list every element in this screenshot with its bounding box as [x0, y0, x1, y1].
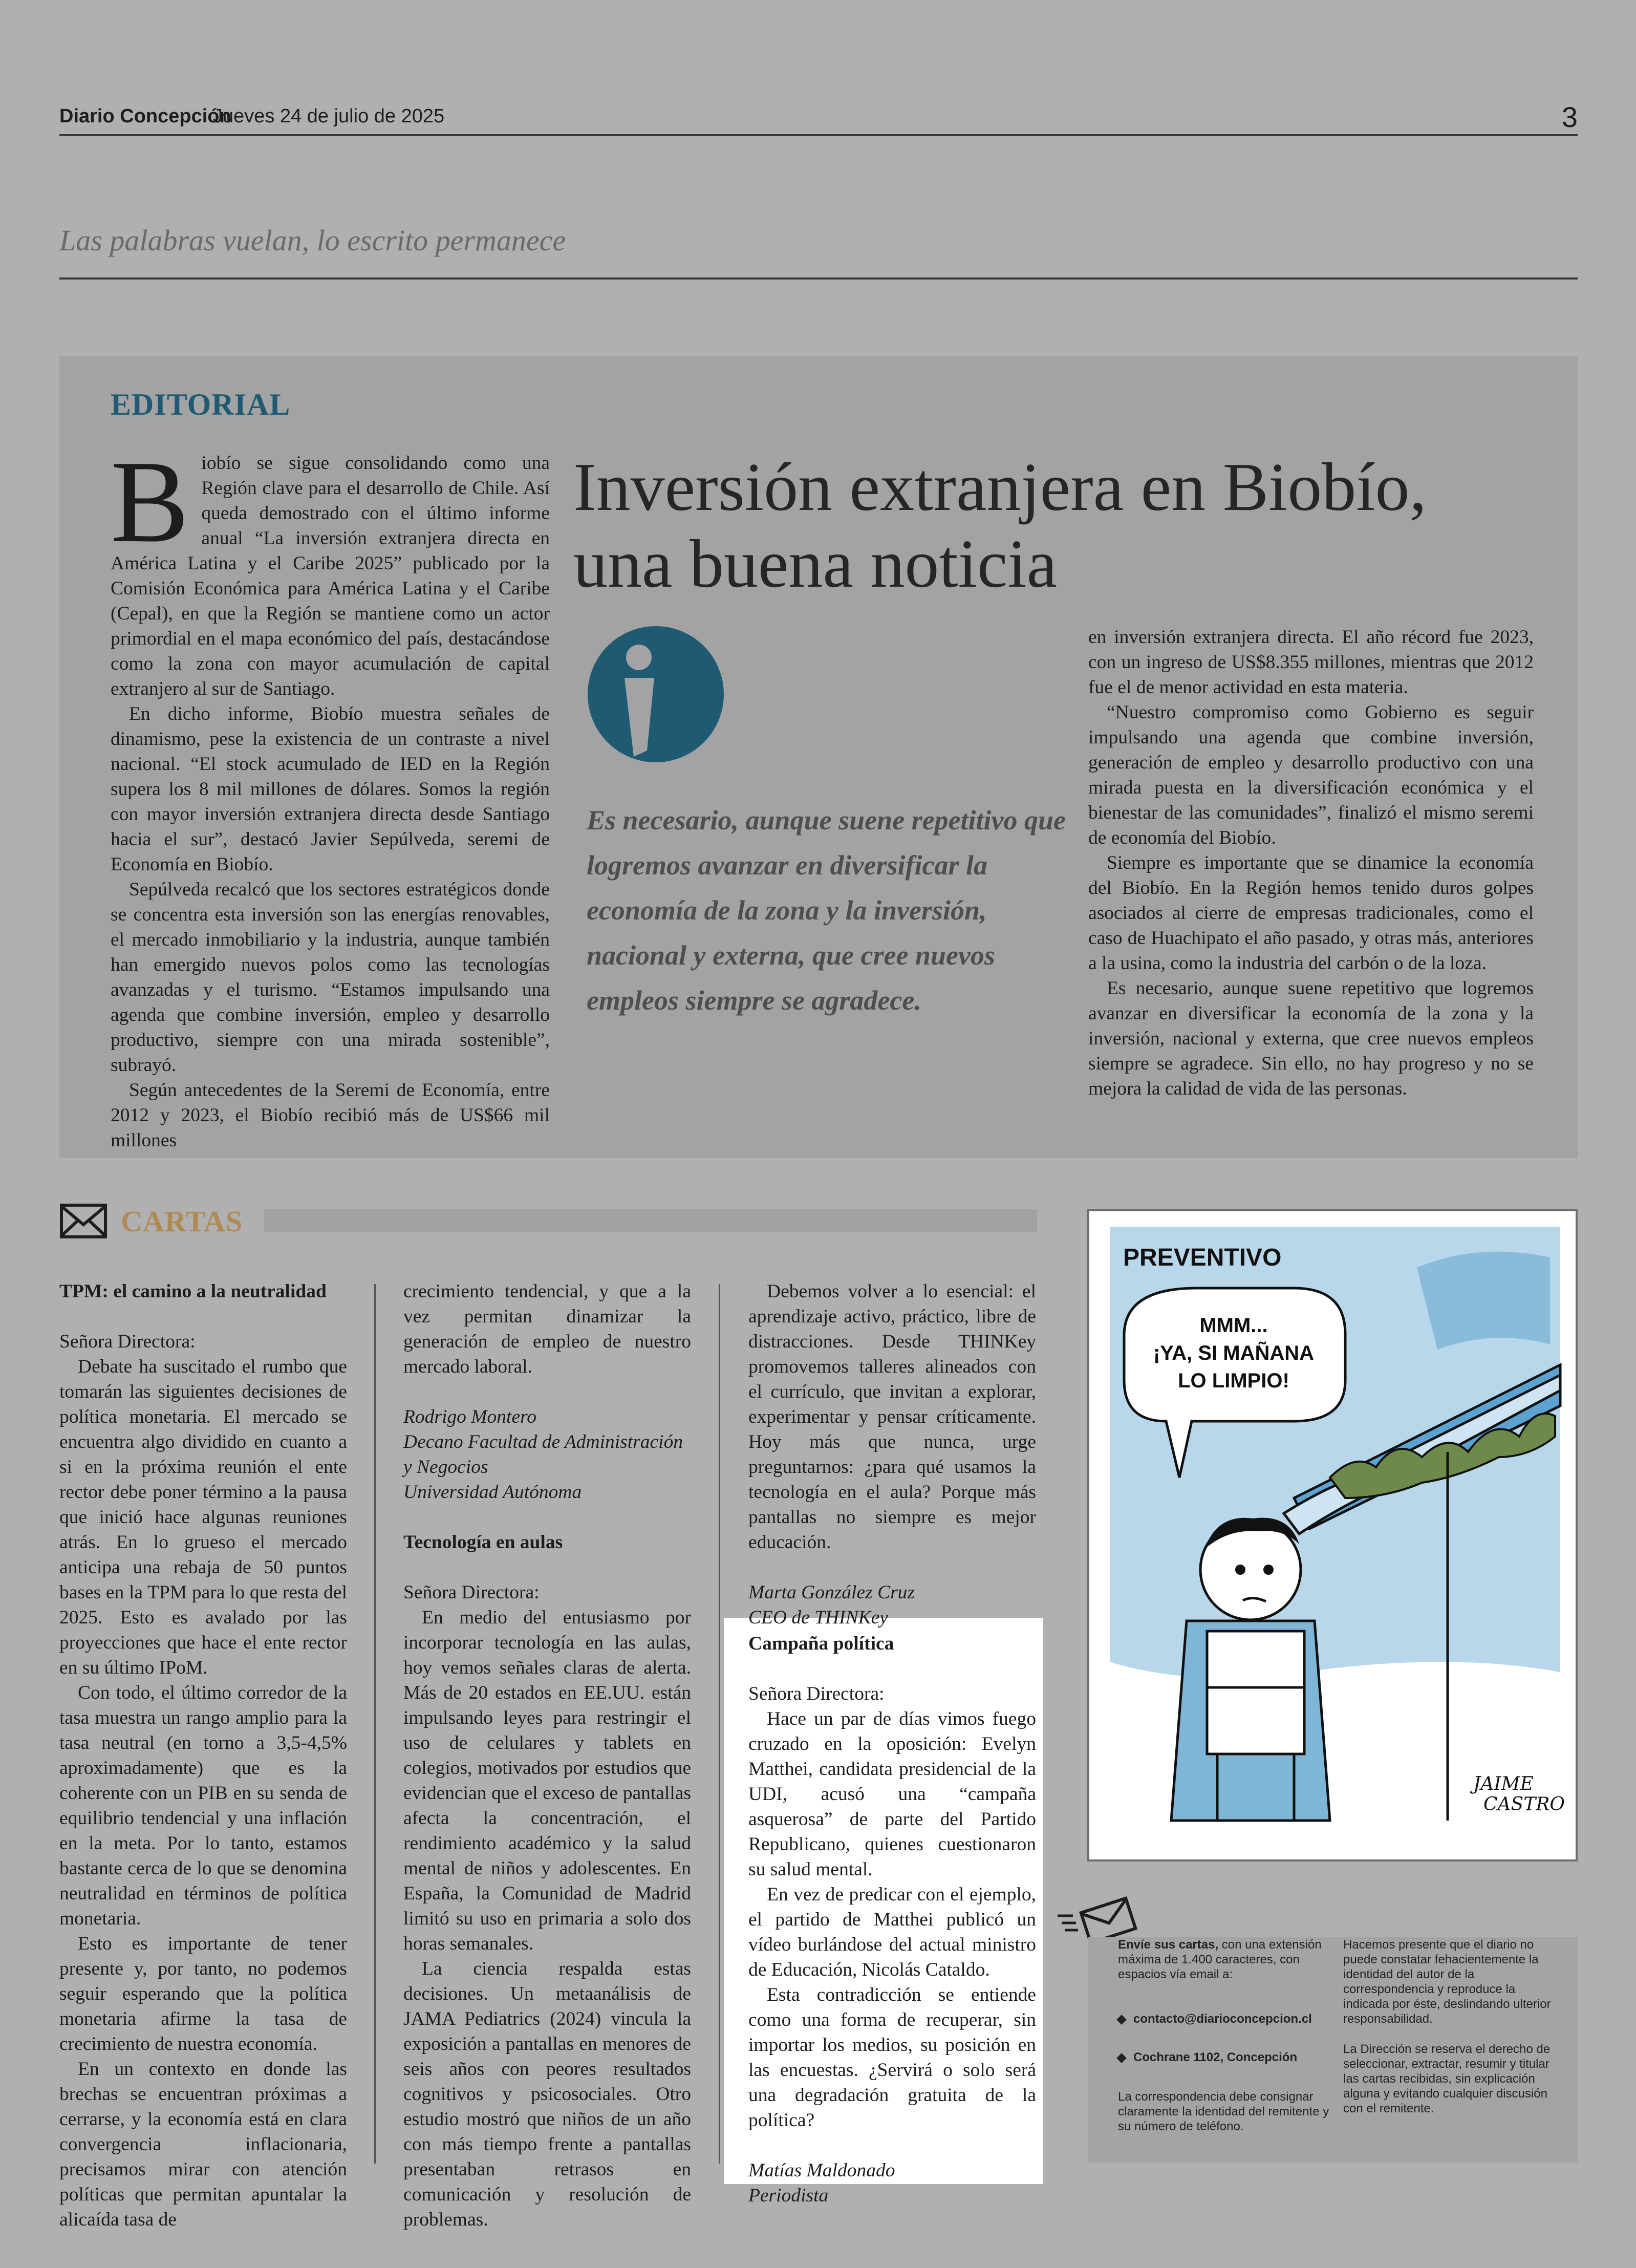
- editorial-paragraph: Siempre es importante que se dinamice la economía del Biobío. En la Región hemos tenido duros golpes asociados al cierre de empresas tradicionales, como el caso de Huachipato el año pasado, y otras más, anteriores a la usina, como la industria del carbón o de la loza.: [1088, 852, 1534, 974]
- tagline-text: Las palabras vuelan, lo escrito permanece: [59, 224, 566, 257]
- cartoon-illustration: [1089, 1211, 1576, 1859]
- editorial-paragraph: En dicho informe, Biobío muestra señales de dinamismo, pese la existencia de un contraste a nivel nacional. “El stock acumulado de IED en la Región supera los 8 mil millones de dólares. Somos la región con mayor inversión extranjera directa desde Santiago hacia el sur”, destacó Javier Sepúlveda, seremi de Economía en Biobío.: [111, 703, 550, 875]
- info-right-column: [1343, 1937, 1558, 2116]
- letter-paragraph: Hace un par de días vimos fuego cruzado en la oposición: Evelyn Matthei, candidata presidencial de la UDI, acusó una “campaña asquerosa” de parte del Partido Republicano, quienes cuestionaron su salud mental.: [748, 1708, 1036, 1880]
- send-instructions: [1118, 1937, 1335, 1982]
- editorial-paragraph: Según antecedentes de la Seremi de Economía, entre 2012 y 2023, el Biobío recibió más de US$66 mil millones: [111, 1080, 550, 1151]
- section-tagline: [59, 223, 1578, 280]
- letter-signature-org: Universidad Autónoma: [403, 1482, 582, 1503]
- editorial-column-3: [1088, 625, 1534, 1101]
- column-divider: [719, 1284, 720, 2164]
- contact-address: Cochrane 1102, Concepción: [1133, 2050, 1298, 2064]
- editorial-paragraph: Es necesario, aunque suene repetitivo que logremos avanzar en diversificar la economía de la zona y la inversión, nacional y externa, que cree nuevos empleos siempre se agradece. Sin ello, no hay progreso y no se mejora la calidad de vida de las personas.: [1088, 978, 1534, 1099]
- bubble-line-1: MMM...: [1199, 1314, 1268, 1337]
- letter-salutation: Señora Directora:: [59, 1331, 196, 1352]
- letter-signature-role: Periodista: [748, 2185, 829, 2206]
- contact-email[interactable]: contacto@diarioconcepcion.cl: [1133, 2012, 1312, 2026]
- identity-note: La correspondencia debe consignar claramente la identidad del remitente y su número de teléfono.: [1118, 2090, 1329, 2133]
- letter-paragraph: En medio del entusiasmo por incorporar tecnología en las aulas, hoy vemos señales claras de alerta. Más de 20 estados en EE.UU. están impulsando leyes para restringir el uso de celulares y tablets en colegios, motivados por estudios que evidencian que el exceso de pantallas afecta la concentración, el rendimiento académico y la salud mental de niños y adolescentes. En España, la Comunidad de Madrid limitó su uso en primaria a solo dos horas semanales.: [403, 1607, 691, 1954]
- letter-signature-role: Decano Facultad de Administración y Negocios: [403, 1431, 683, 1478]
- editorial-headline: Inversión extranjera en Biobío, una buena noticia: [573, 449, 1427, 602]
- letter-salutation: Señora Directora:: [748, 1683, 885, 1704]
- letters-info-box: [1088, 1937, 1578, 2163]
- header-bar: [264, 1209, 1037, 1232]
- page-number: 3: [1561, 101, 1578, 133]
- editorial-paragraph: iobío se sigue consolidando como una Región clave para el desarrollo de Chile. Así queda demostrado con el último informe anual “La inversión extranjera directa en América Latina y el Caribe 2025” publicado por la Comisión Económica para América Latina y el Caribe (Cepal), en que la Región se mantiene como un actor primordial en el mapa económico del país, destacándose como la zona con mayor acumulación de capital extranjero al sur de Santiago.: [111, 453, 550, 699]
- letter-title: TPM: el camino a la neutralidad: [59, 1281, 327, 1302]
- bullet-icon: [1116, 2015, 1127, 2025]
- letter-continuation: Debemos volver a lo esencial: el aprendizaje activo, práctico, libre de distracciones. Desde THINKey promovemos talleres alineados con el currículo, que invitan a explorar, experimentar y pensar críticamente. Hoy más que nunca, urge preguntarnos: ¿para qué usamos la tecnología en el aula? Porque más pantallas no siempre es mejor educación.: [748, 1281, 1036, 1553]
- column-divider: [374, 1284, 376, 2164]
- pull-quote: Es necesario, aunque suene repetitivo que logremos avanzar en diversificar la economía de la zona y la inversión, nacional y externa, que cree nuevos empleos siempre se agradece.: [587, 805, 1066, 1016]
- drop-cap: B: [111, 436, 189, 567]
- info-icon: [587, 623, 725, 766]
- editorial-column-1: [111, 436, 550, 1153]
- letter-title: Tecnología en aulas: [403, 1532, 563, 1553]
- send-lead: Envíe sus cartas,: [1118, 1938, 1219, 1952]
- envelope-icon: [59, 1203, 107, 1239]
- flying-envelope-icon: [1058, 1890, 1139, 1941]
- letter-campana-politica: [748, 1631, 1036, 2208]
- bubble-line-3: LO LIMPIO!: [1178, 1370, 1289, 1392]
- editorial-paragraph: en inversión extranjera directa. El año récord fue 2023, con un ingreso de US$8.355 millones, mientras que 2012 fue el de menor actividad en esta materia.: [1088, 627, 1534, 698]
- letter-continuation: crecimiento tendencial, y que a la vez permitan dinamizar la generación de empleo de nuestro mercado laboral.: [403, 1281, 691, 1377]
- disclaimer-text: Hacemos presente que el diario no puede constatar fehacientemente la identidad del autor de la correspondencia y reproduce la indicada por éste, deslindando ulterior responsabilidad.: [1343, 1938, 1551, 2026]
- letter-salutation: Señora Directora:: [403, 1582, 540, 1603]
- editorial-box: [59, 356, 1578, 1158]
- letter-paragraph: Esta contradicción se entiende como una forma de recuperar, sin importar los medios, su posición en las encuestas. ¿Servirá o solo será una degradación gratuita de la política?: [748, 1984, 1036, 2131]
- contact-email-line: [1118, 2012, 1335, 2026]
- editorial-label: EDITORIAL: [111, 388, 291, 421]
- letter-paragraph: Con todo, el último corredor de la tasa muestra un rango amplio para la tasa neutral (en torno a 3,5-4,5% aproximadamente) que es la coherente con un PIB en su senda de equilibrio tendencial y una inflación en la meta. Por lo tanto, estamos bastante cerca de lo que se denomina neutralidad en términos de política monetaria.: [59, 1682, 347, 1929]
- contact-address-line: [1118, 2050, 1335, 2065]
- bubble-line-2: ¡YA, SI MAÑANA: [1153, 1342, 1315, 1364]
- letters-column-1: [59, 1279, 347, 2232]
- editorial-paragraph: Sepúlveda recalcó que los sectores estratégicos donde se concentra esta inversión son las energías renovables, el mercado inmobiliario y la industria, aunque también han emergido nuevos polos como las tecnologías avanzadas y el turismo. “Estamos impulsando una agenda que combine inversión, empleo y desarrollo productivo, siempre con una mirada sostenible”, subrayó.: [111, 879, 550, 1076]
- masthead: [59, 100, 1578, 136]
- cartas-label: CARTAS: [121, 1205, 243, 1238]
- character-shirt: [1207, 1631, 1304, 1754]
- letter-paragraph: La ciencia respalda estas decisiones. Un metaanálisis de JAMA Pediatrics (2024) vincula la exposición a pantallas en menores de seis años con peores resultados cognitivos y psicosociales. Otro estudio mostró que niños de un año con más tiempo frente a pantallas presentaban retrasos en comunicación y resolución de problemas.: [403, 1958, 691, 2230]
- cartoon-title: PREVENTIVO: [1123, 1244, 1282, 1271]
- letters-column-3: [748, 1279, 1036, 1630]
- send-text: con una extensión máxima de 1.400 caracteres, con espacios vía email a:: [1118, 1938, 1322, 1981]
- letter-paragraph: En un contexto en donde las brechas se encuentran próximas a cerrarse, y la economía está en clara convergencia inflacionaria, precisamos mirar con atención políticas que permitan apuntalar la alicaída tasa de: [59, 2059, 347, 2230]
- newspaper-name: Diario Concepción: [59, 105, 231, 127]
- editorial-cartoon: [1087, 1209, 1578, 1862]
- letter-signature-name: Marta González Cruz: [748, 1582, 915, 1603]
- rights-text: La Dirección se reserva el derecho de seleccionar, extractar, resumir y titular las cartas recibidas, sin explicación alguna y evitando cualquier discusión con el remitente.: [1343, 2042, 1551, 2115]
- letter-title: Campaña política: [748, 1633, 894, 1654]
- letter-paragraph: En vez de predicar con el ejemplo, el partido de Matthei publicó un vídeo burlándose del actual ministro de Educación, Nicolás Cataldo.: [748, 1884, 1036, 1980]
- bullet-icon: [1116, 2053, 1127, 2063]
- letters-column-2: [403, 1279, 691, 2232]
- cartoonist-signature-1: JAIME: [1473, 1773, 1534, 1794]
- letter-signature-name: Matías Maldonado: [748, 2160, 895, 2181]
- cartas-header: [59, 1201, 1037, 1242]
- info-left-column: [1118, 1937, 1335, 2134]
- cartoonist-signature-2: CASTRO: [1483, 1794, 1565, 1815]
- letter-paragraph: Esto es importante de tener presente y, por tanto, no podemos seguir esperando que la política monetaria afirme la tasa de crecimiento de nuestra economía.: [59, 1933, 347, 2055]
- editorial-paragraph: “Nuestro compromiso como Gobierno es seguir impulsando una agenda que combine inversión, generación de empleo y desarrollo productivo con una mirada puesta en la diversificación económica y el bienestar de las comunidades”, finalizó el mismo seremi de economía del Biobío.: [1088, 702, 1534, 848]
- letter-paragraph: Debate ha suscitado el rumbo que tomarán las siguientes decisiones de política monetaria. El mercado se encuentra algo dividido en cuanto a si en la próxima reunión el ente rector debe poner término a la pausa que inició hace algunas reuniones atrás. En lo grueso el mercado anticipa una rebaja de 50 puntos bases en la TPM para lo que resta del 2025. Esto es avalado por las proyecciones que hace el ente rector en su último IPoM.: [59, 1356, 347, 1678]
- issue-date: Jueves 24 de julio de 2025: [213, 105, 445, 127]
- letter-signature-role: CEO de THINKey: [748, 1607, 888, 1628]
- letter-signature-name: Rodrigo Montero: [403, 1406, 537, 1427]
